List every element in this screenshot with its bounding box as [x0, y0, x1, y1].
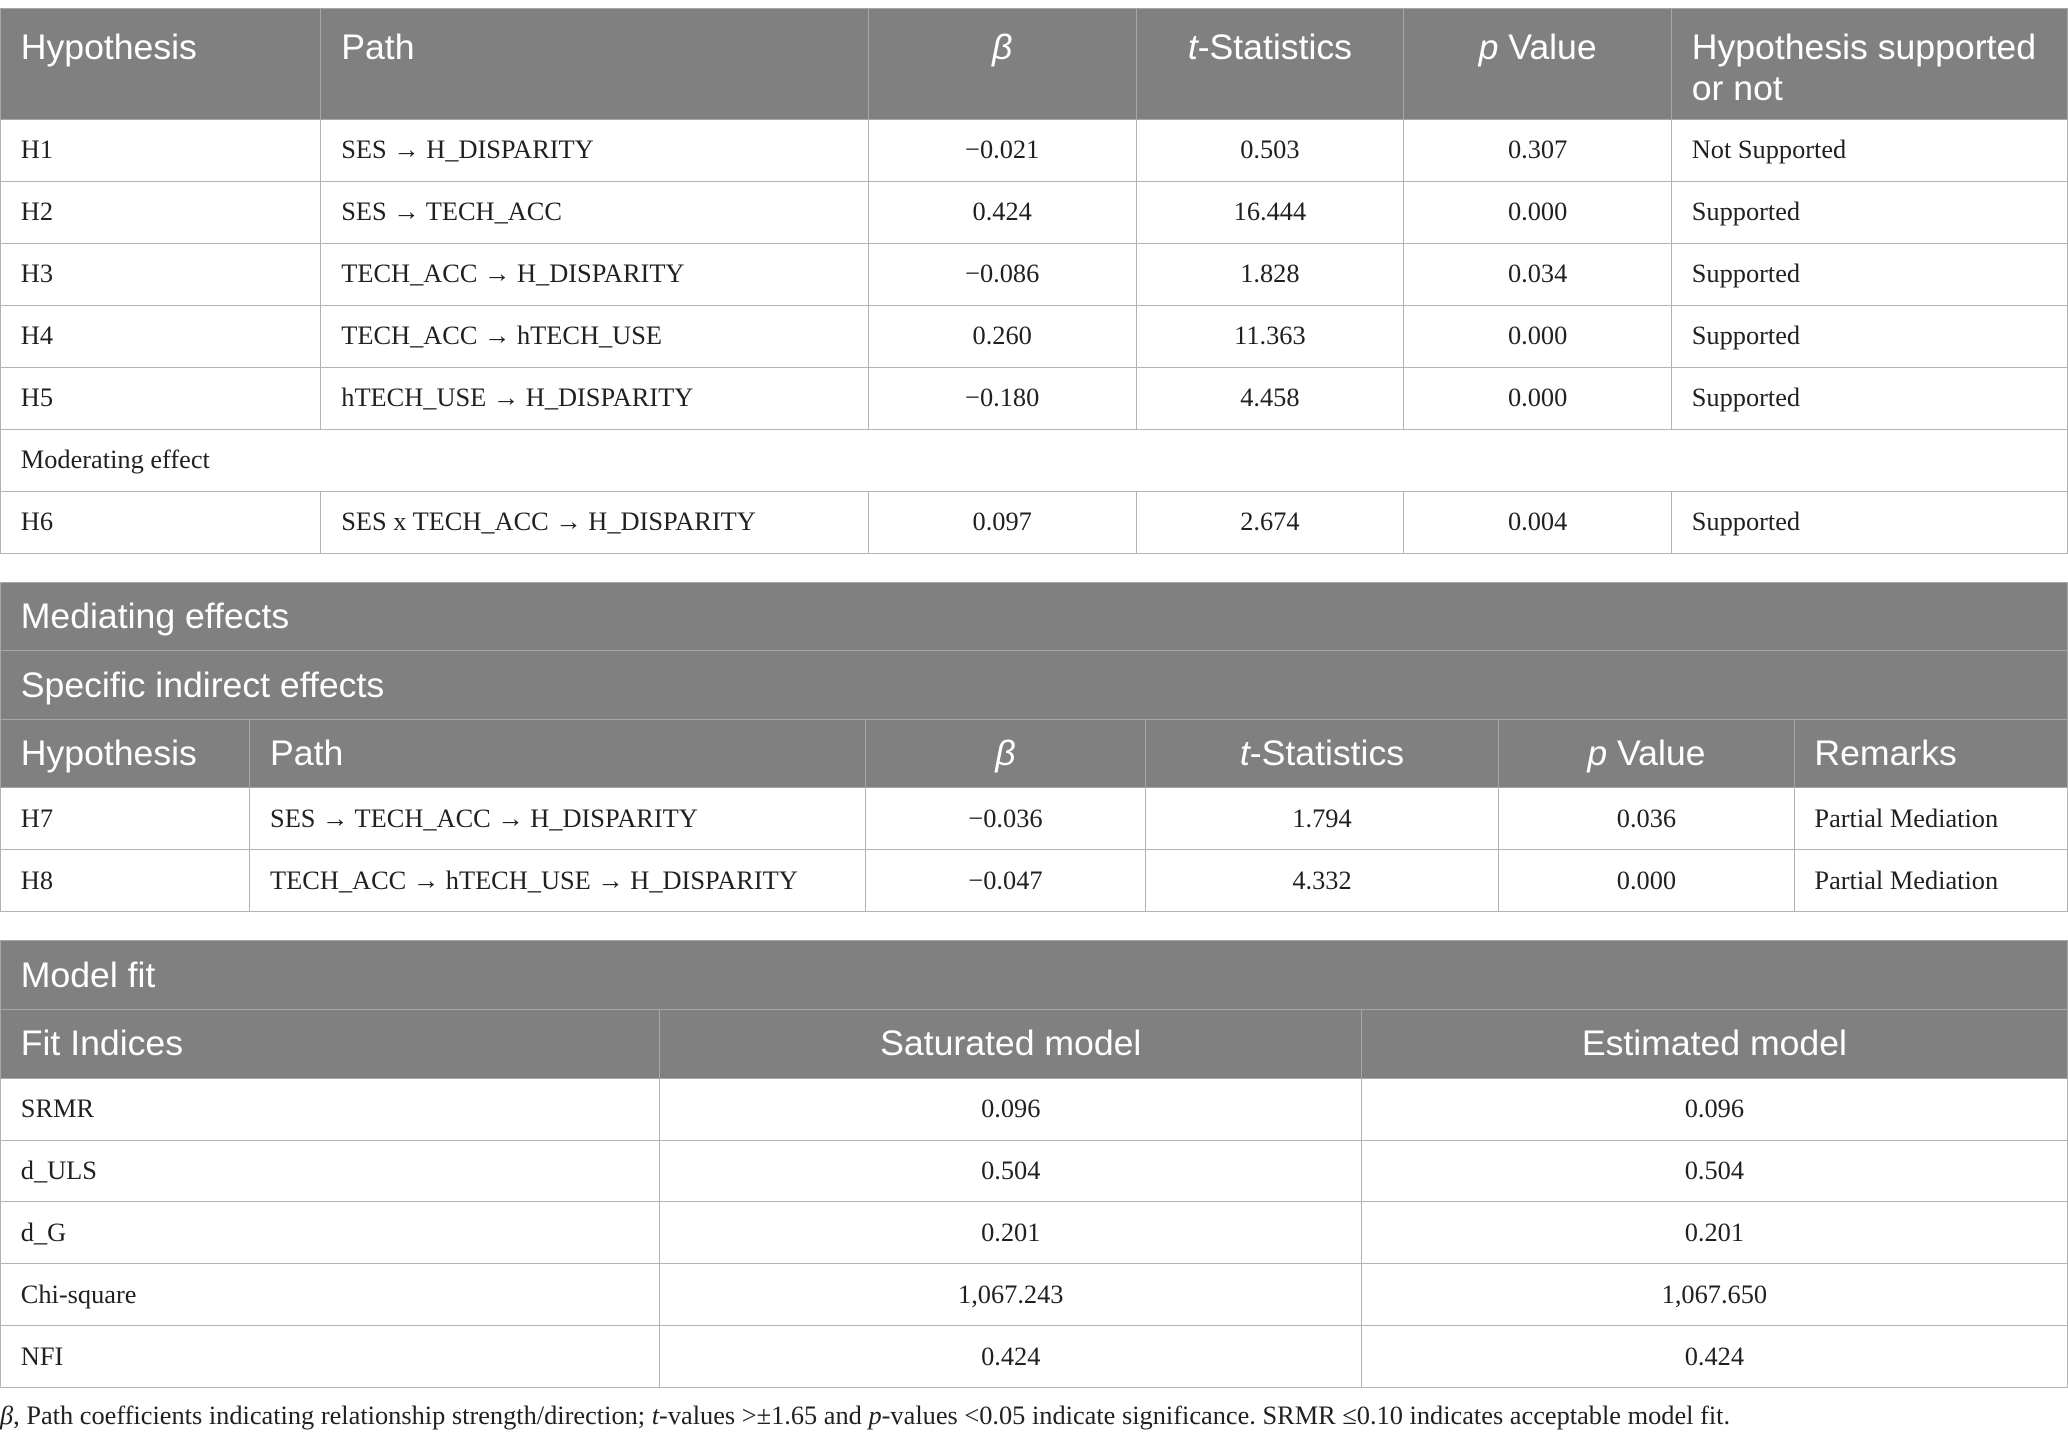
cell-result: Partial Mediation — [1794, 850, 2067, 912]
cell-result: Supported — [1671, 181, 2067, 243]
cell-t: 0.503 — [1136, 119, 1404, 181]
header-row — [1, 719, 2068, 788]
cell-saturated: 0.424 — [660, 1326, 1362, 1388]
cell-result: Supported — [1671, 305, 2067, 367]
cell-estimated: 1,067.650 — [1362, 1264, 2068, 1326]
cell-path: SES x TECH_ACC → H_DISPARITY — [321, 491, 868, 553]
cell-result: Supported — [1671, 367, 2067, 429]
table-row — [1, 850, 2068, 912]
table-row — [1, 305, 2068, 367]
table-row — [1, 181, 2068, 243]
section-subtitle-row — [1, 651, 2068, 720]
cell-path: SES → H_DISPARITY — [321, 119, 868, 181]
footnote-beta: β — [0, 1400, 14, 1430]
table-row — [1, 243, 2068, 305]
cell-p: 0.034 — [1404, 243, 1672, 305]
cell-estimated: 0.201 — [1362, 1202, 2068, 1264]
model-fit-title: Model fit — [1, 941, 2068, 1010]
table-row — [1, 119, 2068, 181]
col-path: Path — [321, 8, 868, 119]
section-title-row — [1, 582, 2068, 651]
cell-index: NFI — [1, 1326, 660, 1388]
cell-t: 4.458 — [1136, 367, 1404, 429]
cell-p: 0.000 — [1404, 367, 1672, 429]
cell-beta: −0.180 — [868, 367, 1136, 429]
moderating-label: Moderating effect — [1, 429, 2068, 491]
table-row — [1, 1326, 2068, 1388]
footnote-text-2: -values >±1.65 and — [659, 1400, 869, 1430]
cell-beta: −0.086 — [868, 243, 1136, 305]
table-row — [1, 788, 2068, 850]
col-beta: β — [866, 719, 1146, 788]
table-row — [1, 1078, 2068, 1140]
table-row — [1, 367, 2068, 429]
mediating-table — [0, 582, 2068, 913]
table-row — [1, 1140, 2068, 1202]
cell-index: d_ULS — [1, 1140, 660, 1202]
col-t-statistics: t-Statistics — [1145, 719, 1498, 788]
table-row — [1, 1202, 2068, 1264]
cell-hypothesis: H7 — [1, 788, 250, 850]
cell-path: TECH_ACC → hTECH_USE — [321, 305, 868, 367]
cell-beta: 0.424 — [868, 181, 1136, 243]
col-path: Path — [250, 719, 866, 788]
cell-hypothesis: H5 — [1, 367, 321, 429]
cell-path: SES → TECH_ACC → H_DISPARITY — [250, 788, 866, 850]
cell-index: Chi-square — [1, 1264, 660, 1326]
col-remarks: Remarks — [1794, 719, 2067, 788]
cell-p: 0.004 — [1404, 491, 1672, 553]
cell-result: Partial Mediation — [1794, 788, 2067, 850]
table-row — [1, 1264, 2068, 1326]
header-row — [1, 1009, 2068, 1078]
cell-beta: 0.097 — [868, 491, 1136, 553]
col-supported: Hypothesis supported or not — [1671, 8, 2067, 119]
cell-index: SRMR — [1, 1078, 660, 1140]
col-estimated: Estimated model — [1362, 1009, 2068, 1078]
cell-index: d_G — [1, 1202, 660, 1264]
cell-p: 0.000 — [1499, 850, 1794, 912]
hypothesis-table — [0, 8, 2068, 554]
cell-p: 0.000 — [1404, 181, 1672, 243]
cell-result: Supported — [1671, 491, 2067, 553]
cell-t: 4.332 — [1145, 850, 1498, 912]
cell-estimated: 0.504 — [1362, 1140, 2068, 1202]
cell-t: 1.828 — [1136, 243, 1404, 305]
col-t-statistics: t-Statistics — [1136, 8, 1404, 119]
cell-beta: −0.021 — [868, 119, 1136, 181]
cell-estimated: 0.096 — [1362, 1078, 2068, 1140]
cell-saturated: 0.096 — [660, 1078, 1362, 1140]
cell-path: TECH_ACC → hTECH_USE → H_DISPARITY — [250, 850, 866, 912]
cell-t: 16.444 — [1136, 181, 1404, 243]
cell-t: 11.363 — [1136, 305, 1404, 367]
col-p-value: p Value — [1499, 719, 1794, 788]
section-row-moderating — [1, 429, 2068, 491]
col-p-value: p Value — [1404, 8, 1672, 119]
header-row — [1, 8, 2068, 119]
cell-beta: 0.260 — [868, 305, 1136, 367]
footnote-t: t — [651, 1400, 660, 1430]
cell-result: Supported — [1671, 243, 2067, 305]
cell-p: 0.307 — [1404, 119, 1672, 181]
cell-hypothesis: H3 — [1, 243, 321, 305]
col-hypothesis: Hypothesis — [1, 8, 321, 119]
section-title-row — [1, 941, 2068, 1010]
col-beta: β — [868, 8, 1136, 119]
cell-hypothesis: H4 — [1, 305, 321, 367]
cell-path: SES → TECH_ACC — [321, 181, 868, 243]
cell-path: TECH_ACC → H_DISPARITY — [321, 243, 868, 305]
cell-hypothesis: H1 — [1, 119, 321, 181]
col-hypothesis: Hypothesis — [1, 719, 250, 788]
cell-hypothesis: H2 — [1, 181, 321, 243]
cell-hypothesis: H6 — [1, 491, 321, 553]
footnote-p: p — [868, 1400, 882, 1430]
mediating-title: Mediating effects — [1, 582, 2068, 651]
mediating-subtitle: Specific indirect effects — [1, 651, 2068, 720]
footnote-text-1: , Path coefficients indicating relationship strength/direction; — [13, 1400, 652, 1430]
table-footnote — [0, 1401, 2067, 1431]
table-row — [1, 491, 2068, 553]
model-fit-table — [0, 940, 2068, 1388]
cell-saturated: 1,067.243 — [660, 1264, 1362, 1326]
footnote-text-3: -values <0.05 indicate significance. SRMR ≤0.10 indicates acceptable model fit. — [881, 1400, 1731, 1430]
cell-saturated: 0.504 — [660, 1140, 1362, 1202]
cell-result: Not Supported — [1671, 119, 2067, 181]
cell-beta: −0.047 — [866, 850, 1146, 912]
cell-saturated: 0.201 — [660, 1202, 1362, 1264]
cell-path: hTECH_USE → H_DISPARITY — [321, 367, 868, 429]
cell-p: 0.000 — [1404, 305, 1672, 367]
col-fit-indices: Fit Indices — [1, 1009, 660, 1078]
cell-t: 2.674 — [1136, 491, 1404, 553]
cell-estimated: 0.424 — [1362, 1326, 2068, 1388]
cell-beta: −0.036 — [866, 788, 1146, 850]
cell-t: 1.794 — [1145, 788, 1498, 850]
cell-p: 0.036 — [1499, 788, 1794, 850]
cell-hypothesis: H8 — [1, 850, 250, 912]
col-saturated: Saturated model — [660, 1009, 1362, 1078]
